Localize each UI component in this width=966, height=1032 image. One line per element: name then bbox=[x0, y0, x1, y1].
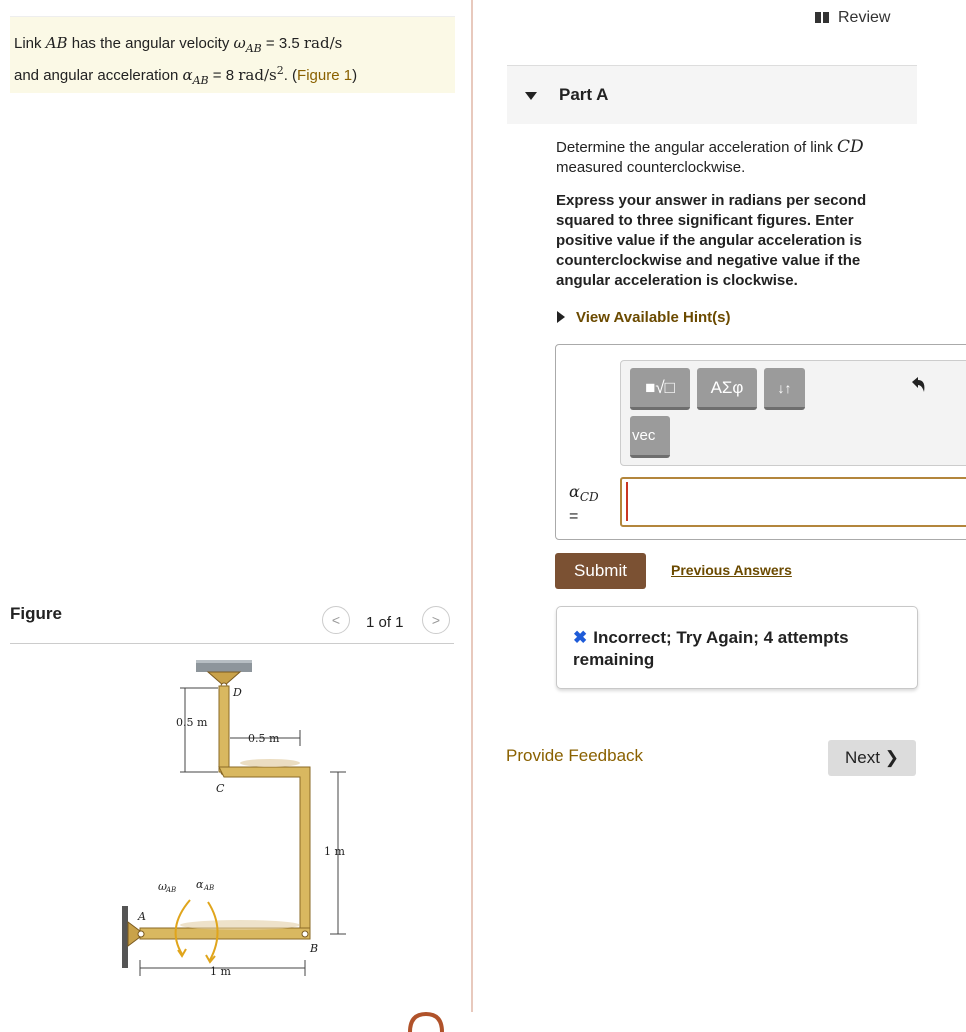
feedback-message bbox=[573, 627, 903, 671]
review-link[interactable]: Review bbox=[838, 9, 891, 26]
link-ab-symbol: AB bbox=[45, 34, 68, 52]
pin-b bbox=[302, 931, 308, 937]
chevron-right-icon: ❯ bbox=[884, 748, 899, 767]
greek-icon: ΑΣφ bbox=[710, 377, 744, 397]
label-dim-05-left: 0.5 m bbox=[176, 716, 208, 729]
help-widget-icon[interactable] bbox=[408, 1012, 444, 1032]
figure-next-button[interactable] bbox=[422, 606, 450, 634]
alpha-symbol: α bbox=[569, 482, 580, 501]
figure-link[interactable]: Figure 1 bbox=[297, 67, 353, 84]
templates-button[interactable] bbox=[630, 368, 690, 410]
problem-text: Link bbox=[14, 35, 42, 52]
vec-icon: vec bbox=[632, 427, 656, 444]
answer-instructions: Express your answer in radians per second squared to three significant figures. Enter positive value if the angular acceleration is counterclockwise and negative value if the angular acceleration is clockwise. bbox=[556, 192, 867, 289]
omega-unit: rad/s bbox=[303, 34, 343, 52]
alpha-unit-exponent: 2 bbox=[276, 64, 284, 77]
label-c: C bbox=[216, 782, 225, 795]
figure-counter: 1 of 1 bbox=[366, 614, 404, 631]
answer-input[interactable] bbox=[620, 477, 966, 527]
caret-right-icon[interactable] bbox=[557, 311, 565, 323]
alpha-subscript: AB bbox=[192, 74, 209, 87]
omega-symbol: ω bbox=[233, 34, 246, 52]
link-cb bbox=[219, 767, 310, 936]
link-cd bbox=[219, 686, 229, 772]
chevron-left-icon: < bbox=[331, 612, 341, 628]
figure-divider bbox=[10, 643, 454, 644]
label-dim-1-right: 1 m bbox=[324, 845, 345, 858]
shading bbox=[240, 759, 300, 767]
label-omega: ω bbox=[158, 880, 167, 893]
figure-prev-button[interactable] bbox=[322, 606, 350, 634]
wall-support bbox=[122, 906, 128, 968]
answer-label bbox=[569, 482, 599, 527]
part-a-title[interactable]: Part A bbox=[559, 85, 609, 104]
provide-feedback-link[interactable]: Provide Feedback bbox=[506, 746, 644, 765]
undo-icon[interactable] bbox=[906, 374, 928, 396]
problem-statement bbox=[14, 32, 357, 92]
omega-subscript: AB bbox=[245, 42, 262, 55]
arrows-icon: ↓↑ bbox=[777, 379, 792, 396]
question-start: Determine the angular acceleration of link bbox=[556, 139, 837, 156]
equals-sign: = bbox=[569, 508, 579, 526]
label-a: A bbox=[138, 910, 146, 923]
chevron-right-icon: > bbox=[431, 612, 441, 628]
omega-value: = 3.5 bbox=[261, 35, 304, 52]
ceiling-support bbox=[196, 662, 252, 672]
caret-down-icon[interactable] bbox=[525, 92, 537, 100]
problem-text: and angular acceleration bbox=[14, 67, 183, 84]
problem-text: ) bbox=[352, 67, 358, 84]
problem-text: has the angular velocity bbox=[67, 35, 234, 52]
next-button[interactable] bbox=[828, 740, 916, 776]
figure-title: Figure bbox=[10, 604, 62, 623]
label-dim-05-top: 0.5 m bbox=[248, 732, 280, 745]
label-d: D bbox=[233, 686, 242, 699]
question-text bbox=[556, 137, 911, 178]
ceiling-support-top bbox=[196, 660, 252, 663]
mechanism-figure bbox=[100, 650, 370, 990]
previous-answers-link[interactable]: Previous Answers bbox=[671, 562, 792, 578]
incorrect-icon: ✖ bbox=[573, 628, 588, 647]
greek-symbols-button[interactable] bbox=[697, 368, 757, 410]
vector-button[interactable] bbox=[630, 416, 670, 458]
templates-icon: ■√□ bbox=[645, 377, 675, 397]
next-label: Next bbox=[845, 748, 880, 767]
question-end: measured counterclockwise. bbox=[556, 159, 746, 176]
alpha-unit: rad/s bbox=[238, 66, 277, 84]
shading bbox=[180, 920, 300, 930]
label-alpha-sub: AB bbox=[204, 884, 215, 892]
link-cd-symbol: CD bbox=[837, 137, 864, 157]
text-cursor bbox=[626, 482, 628, 521]
view-hints-link[interactable]: View Available Hint(s) bbox=[576, 309, 731, 326]
label-omega-sub: AB bbox=[166, 886, 177, 894]
alpha-subscript: CD bbox=[579, 490, 599, 505]
label-dim-1-bottom: 1 m bbox=[210, 965, 231, 978]
alpha-value: = 8 bbox=[208, 67, 239, 84]
alpha-symbol: α bbox=[182, 66, 193, 84]
label-b: B bbox=[310, 942, 319, 955]
submit-button[interactable]: Submit bbox=[555, 553, 646, 589]
problem-text: . ( bbox=[283, 67, 298, 84]
pin-a bbox=[138, 931, 144, 937]
label-alpha: α bbox=[196, 878, 204, 891]
feedback-text: Incorrect; Try Again; 4 attempts remaining bbox=[573, 628, 849, 669]
book-icon bbox=[815, 12, 829, 23]
pane-divider[interactable] bbox=[471, 0, 473, 1012]
arrows-button[interactable] bbox=[764, 368, 805, 410]
